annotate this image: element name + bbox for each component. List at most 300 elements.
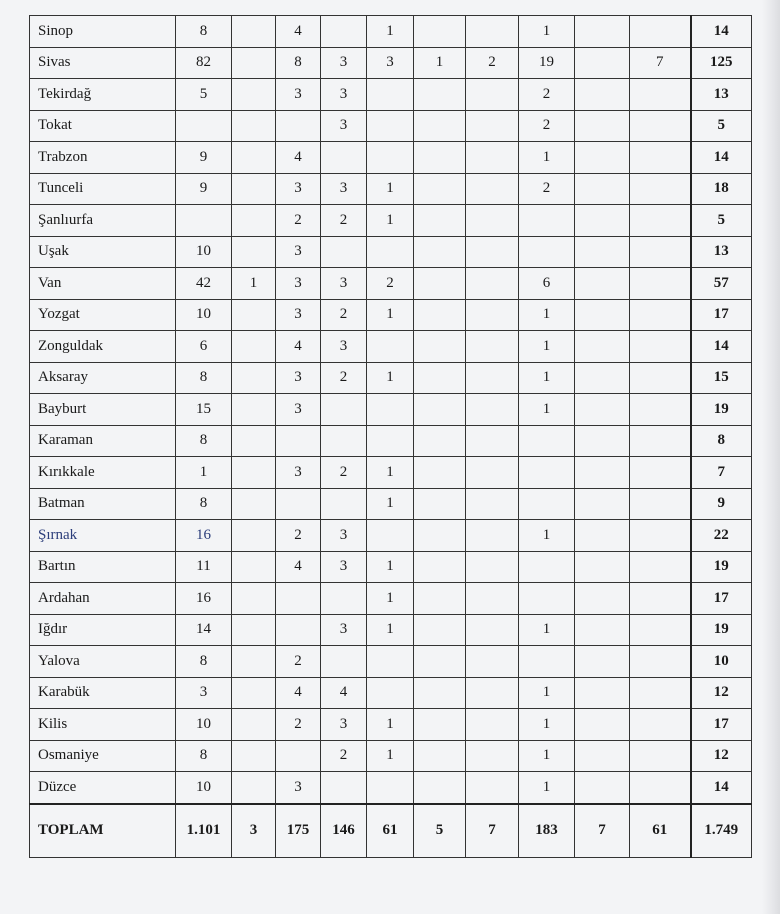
value-cell-c10: 7 [630, 47, 691, 79]
value-cell-c4 [321, 772, 367, 804]
value-cell-c7 [466, 79, 519, 111]
value-cell-c1: 15 [176, 394, 232, 426]
value-cell-c6 [414, 551, 466, 583]
province-name: Zonguldak [30, 331, 176, 363]
total-cell-c4: 146 [321, 804, 367, 858]
value-cell-c10 [630, 394, 691, 426]
value-cell-c8: 1 [519, 677, 575, 709]
province-name: Sivas [30, 47, 176, 79]
table-row [30, 614, 752, 646]
value-cell-c7 [466, 583, 519, 615]
value-cell-c4 [321, 394, 367, 426]
value-cell-c5: 1 [367, 16, 414, 48]
value-cell-c8: 1 [519, 142, 575, 174]
value-cell-c9 [575, 205, 630, 237]
value-cell-c8 [519, 646, 575, 678]
value-cell-c3: 3 [276, 772, 321, 804]
value-cell-c10 [630, 740, 691, 772]
value-cell-c5 [367, 236, 414, 268]
value-cell-c8 [519, 488, 575, 520]
value-cell-c2 [232, 394, 276, 426]
value-cell-c4: 2 [321, 299, 367, 331]
value-cell-c1: 10 [176, 236, 232, 268]
value-cell-c4: 3 [321, 268, 367, 300]
row-total-cell: 22 [691, 520, 752, 552]
value-cell-c7 [466, 740, 519, 772]
value-cell-c5 [367, 677, 414, 709]
row-total-cell: 12 [691, 740, 752, 772]
value-cell-c2 [232, 142, 276, 174]
value-cell-c1 [176, 205, 232, 237]
table-row [30, 236, 752, 268]
total-cell-c1: 1.101 [176, 804, 232, 858]
value-cell-c8 [519, 457, 575, 489]
grand-total-cell: 1.749 [691, 804, 752, 858]
value-cell-c10 [630, 520, 691, 552]
value-cell-c5: 1 [367, 709, 414, 741]
value-cell-c2 [232, 299, 276, 331]
value-cell-c8: 19 [519, 47, 575, 79]
value-cell-c9 [575, 740, 630, 772]
table-body [30, 16, 752, 804]
table-row [30, 16, 752, 48]
value-cell-c1: 9 [176, 142, 232, 174]
value-cell-c4 [321, 646, 367, 678]
value-cell-c2 [232, 362, 276, 394]
value-cell-c10 [630, 646, 691, 678]
value-cell-c7 [466, 772, 519, 804]
value-cell-c8: 1 [519, 299, 575, 331]
value-cell-c3: 3 [276, 79, 321, 111]
value-cell-c7 [466, 236, 519, 268]
row-total-cell: 7 [691, 457, 752, 489]
value-cell-c5 [367, 142, 414, 174]
value-cell-c4 [321, 142, 367, 174]
value-cell-c5: 3 [367, 47, 414, 79]
value-cell-c2 [232, 457, 276, 489]
table-row [30, 488, 752, 520]
table-row [30, 425, 752, 457]
province-name: Şanlıurfa [30, 205, 176, 237]
value-cell-c2 [232, 709, 276, 741]
value-cell-c2 [232, 772, 276, 804]
value-cell-c1: 8 [176, 488, 232, 520]
value-cell-c5 [367, 646, 414, 678]
value-cell-c3: 3 [276, 173, 321, 205]
province-name: Düzce [30, 772, 176, 804]
value-cell-c3 [276, 110, 321, 142]
province-name: Uşak [30, 236, 176, 268]
value-cell-c2 [232, 646, 276, 678]
table-row [30, 205, 752, 237]
value-cell-c2 [232, 79, 276, 111]
value-cell-c1: 8 [176, 16, 232, 48]
value-cell-c5 [367, 520, 414, 552]
value-cell-c7 [466, 299, 519, 331]
value-cell-c1: 14 [176, 614, 232, 646]
value-cell-c8: 1 [519, 331, 575, 363]
value-cell-c9 [575, 16, 630, 48]
value-cell-c7 [466, 709, 519, 741]
row-total-cell: 5 [691, 205, 752, 237]
value-cell-c8: 1 [519, 362, 575, 394]
value-cell-c9 [575, 173, 630, 205]
value-cell-c4: 2 [321, 740, 367, 772]
value-cell-c9 [575, 299, 630, 331]
province-name: Van [30, 268, 176, 300]
value-cell-c4: 3 [321, 47, 367, 79]
value-cell-c8 [519, 425, 575, 457]
value-cell-c10 [630, 772, 691, 804]
value-cell-c6 [414, 299, 466, 331]
value-cell-c7 [466, 173, 519, 205]
value-cell-c7 [466, 457, 519, 489]
value-cell-c10 [630, 79, 691, 111]
value-cell-c3: 3 [276, 457, 321, 489]
table-row [30, 583, 752, 615]
value-cell-c3: 4 [276, 551, 321, 583]
value-cell-c8 [519, 583, 575, 615]
value-cell-c2 [232, 236, 276, 268]
province-name: Yozgat [30, 299, 176, 331]
total-row [30, 804, 752, 858]
value-cell-c7 [466, 614, 519, 646]
value-cell-c5: 1 [367, 362, 414, 394]
value-cell-c4: 3 [321, 709, 367, 741]
value-cell-c1: 10 [176, 709, 232, 741]
value-cell-c7 [466, 205, 519, 237]
row-total-cell: 18 [691, 173, 752, 205]
value-cell-c1: 1 [176, 457, 232, 489]
value-cell-c7 [466, 520, 519, 552]
value-cell-c4 [321, 425, 367, 457]
row-total-cell: 13 [691, 236, 752, 268]
value-cell-c8: 2 [519, 110, 575, 142]
value-cell-c10 [630, 614, 691, 646]
value-cell-c4: 3 [321, 79, 367, 111]
value-cell-c2 [232, 488, 276, 520]
value-cell-c7 [466, 362, 519, 394]
value-cell-c2 [232, 551, 276, 583]
row-total-cell: 17 [691, 583, 752, 615]
value-cell-c7 [466, 646, 519, 678]
row-total-cell: 14 [691, 331, 752, 363]
value-cell-c2 [232, 740, 276, 772]
table-row [30, 457, 752, 489]
value-cell-c4: 3 [321, 520, 367, 552]
value-cell-c1: 9 [176, 173, 232, 205]
value-cell-c1: 10 [176, 772, 232, 804]
value-cell-c10 [630, 583, 691, 615]
province-name: Yalova [30, 646, 176, 678]
value-cell-c6 [414, 614, 466, 646]
value-cell-c9 [575, 47, 630, 79]
value-cell-c10 [630, 173, 691, 205]
row-total-cell: 12 [691, 677, 752, 709]
value-cell-c6 [414, 520, 466, 552]
table-row [30, 772, 752, 804]
value-cell-c4: 2 [321, 362, 367, 394]
value-cell-c4: 3 [321, 551, 367, 583]
value-cell-c3: 8 [276, 47, 321, 79]
value-cell-c5 [367, 79, 414, 111]
value-cell-c6 [414, 142, 466, 174]
value-cell-c8: 1 [519, 16, 575, 48]
value-cell-c7 [466, 488, 519, 520]
row-total-cell: 5 [691, 110, 752, 142]
value-cell-c6: 1 [414, 47, 466, 79]
table-row [30, 740, 752, 772]
value-cell-c8: 1 [519, 520, 575, 552]
row-total-cell: 10 [691, 646, 752, 678]
value-cell-c6 [414, 425, 466, 457]
value-cell-c2 [232, 205, 276, 237]
value-cell-c7 [466, 425, 519, 457]
value-cell-c3: 4 [276, 16, 321, 48]
value-cell-c10 [630, 110, 691, 142]
table-row [30, 362, 752, 394]
value-cell-c2 [232, 520, 276, 552]
value-cell-c5: 1 [367, 457, 414, 489]
table-row [30, 331, 752, 363]
value-cell-c9 [575, 520, 630, 552]
value-cell-c4: 3 [321, 110, 367, 142]
province-name: Kırıkkale [30, 457, 176, 489]
value-cell-c10 [630, 205, 691, 237]
value-cell-c2 [232, 677, 276, 709]
row-total-cell: 14 [691, 16, 752, 48]
value-cell-c6 [414, 331, 466, 363]
value-cell-c7: 2 [466, 47, 519, 79]
value-cell-c1: 16 [176, 520, 232, 552]
value-cell-c3: 3 [276, 394, 321, 426]
value-cell-c2 [232, 425, 276, 457]
value-cell-c8: 2 [519, 79, 575, 111]
province-stats-table [29, 15, 752, 858]
value-cell-c9 [575, 331, 630, 363]
value-cell-c5: 1 [367, 205, 414, 237]
value-cell-c8: 1 [519, 614, 575, 646]
row-total-cell: 125 [691, 47, 752, 79]
value-cell-c4: 4 [321, 677, 367, 709]
value-cell-c1 [176, 110, 232, 142]
value-cell-c9 [575, 551, 630, 583]
value-cell-c7 [466, 551, 519, 583]
value-cell-c10 [630, 709, 691, 741]
value-cell-c1: 11 [176, 551, 232, 583]
value-cell-c10 [630, 425, 691, 457]
value-cell-c9 [575, 457, 630, 489]
value-cell-c6 [414, 268, 466, 300]
value-cell-c9 [575, 362, 630, 394]
value-cell-c5: 1 [367, 614, 414, 646]
table-row [30, 47, 752, 79]
value-cell-c8 [519, 236, 575, 268]
value-cell-c9 [575, 709, 630, 741]
value-cell-c5: 1 [367, 551, 414, 583]
total-cell-c5: 61 [367, 804, 414, 858]
value-cell-c5 [367, 394, 414, 426]
table-row [30, 142, 752, 174]
value-cell-c5: 1 [367, 173, 414, 205]
province-name: Ardahan [30, 583, 176, 615]
value-cell-c8 [519, 205, 575, 237]
value-cell-c6 [414, 205, 466, 237]
value-cell-c1: 8 [176, 362, 232, 394]
value-cell-c6 [414, 79, 466, 111]
value-cell-c4 [321, 236, 367, 268]
value-cell-c9 [575, 614, 630, 646]
table-row [30, 299, 752, 331]
value-cell-c1: 5 [176, 79, 232, 111]
province-name: Karaman [30, 425, 176, 457]
value-cell-c6 [414, 646, 466, 678]
value-cell-c4: 3 [321, 331, 367, 363]
value-cell-c10 [630, 488, 691, 520]
value-cell-c1: 8 [176, 740, 232, 772]
value-cell-c3 [276, 425, 321, 457]
value-cell-c3: 2 [276, 646, 321, 678]
province-name: Tokat [30, 110, 176, 142]
value-cell-c9 [575, 425, 630, 457]
value-cell-c7 [466, 677, 519, 709]
province-name: Iğdır [30, 614, 176, 646]
value-cell-c5: 1 [367, 299, 414, 331]
row-total-cell: 17 [691, 299, 752, 331]
province-name: Batman [30, 488, 176, 520]
table-row [30, 520, 752, 552]
value-cell-c10 [630, 457, 691, 489]
value-cell-c10 [630, 331, 691, 363]
value-cell-c8: 1 [519, 709, 575, 741]
value-cell-c3: 2 [276, 205, 321, 237]
value-cell-c4 [321, 583, 367, 615]
value-cell-c2 [232, 16, 276, 48]
value-cell-c2 [232, 47, 276, 79]
total-label: TOPLAM [30, 804, 176, 858]
row-total-cell: 8 [691, 425, 752, 457]
value-cell-c1: 8 [176, 646, 232, 678]
value-cell-c5 [367, 425, 414, 457]
value-cell-c9 [575, 583, 630, 615]
value-cell-c4: 2 [321, 205, 367, 237]
row-total-cell: 57 [691, 268, 752, 300]
value-cell-c2: 1 [232, 268, 276, 300]
table-row [30, 173, 752, 205]
value-cell-c8: 2 [519, 173, 575, 205]
table-row [30, 677, 752, 709]
province-name: Şırnak [30, 520, 176, 552]
total-cell-c8: 183 [519, 804, 575, 858]
value-cell-c5 [367, 331, 414, 363]
value-cell-c6 [414, 772, 466, 804]
row-total-cell: 19 [691, 394, 752, 426]
value-cell-c7 [466, 110, 519, 142]
value-cell-c1: 3 [176, 677, 232, 709]
row-total-cell: 15 [691, 362, 752, 394]
value-cell-c2 [232, 173, 276, 205]
value-cell-c3 [276, 583, 321, 615]
row-total-cell: 19 [691, 551, 752, 583]
value-cell-c3: 2 [276, 709, 321, 741]
province-name: Aksaray [30, 362, 176, 394]
value-cell-c3: 4 [276, 677, 321, 709]
value-cell-c10 [630, 142, 691, 174]
value-cell-c3: 2 [276, 520, 321, 552]
value-cell-c6 [414, 740, 466, 772]
value-cell-c10 [630, 299, 691, 331]
province-name: Bartın [30, 551, 176, 583]
province-name: Kilis [30, 709, 176, 741]
value-cell-c6 [414, 173, 466, 205]
province-name: Tekirdağ [30, 79, 176, 111]
value-cell-c3 [276, 740, 321, 772]
value-cell-c7 [466, 268, 519, 300]
value-cell-c3: 4 [276, 331, 321, 363]
value-cell-c7 [466, 331, 519, 363]
value-cell-c10 [630, 551, 691, 583]
value-cell-c6 [414, 709, 466, 741]
row-total-cell: 14 [691, 142, 752, 174]
value-cell-c6 [414, 16, 466, 48]
value-cell-c1: 82 [176, 47, 232, 79]
value-cell-c3 [276, 488, 321, 520]
value-cell-c3: 3 [276, 299, 321, 331]
value-cell-c6 [414, 488, 466, 520]
value-cell-c6 [414, 583, 466, 615]
table-row [30, 394, 752, 426]
value-cell-c9 [575, 394, 630, 426]
value-cell-c6 [414, 362, 466, 394]
province-name: Trabzon [30, 142, 176, 174]
value-cell-c1: 16 [176, 583, 232, 615]
total-cell-c7: 7 [466, 804, 519, 858]
value-cell-c1: 8 [176, 425, 232, 457]
table-row [30, 551, 752, 583]
total-cell-c3: 175 [276, 804, 321, 858]
value-cell-c9 [575, 236, 630, 268]
value-cell-c3: 3 [276, 268, 321, 300]
table-row [30, 709, 752, 741]
value-cell-c7 [466, 394, 519, 426]
province-name: Osmaniye [30, 740, 176, 772]
province-name: Sinop [30, 16, 176, 48]
value-cell-c3 [276, 614, 321, 646]
total-cell-c9: 7 [575, 804, 630, 858]
value-cell-c5: 1 [367, 583, 414, 615]
table-row [30, 268, 752, 300]
value-cell-c9 [575, 488, 630, 520]
value-cell-c7 [466, 142, 519, 174]
value-cell-c10 [630, 677, 691, 709]
table-row [30, 110, 752, 142]
value-cell-c10 [630, 16, 691, 48]
value-cell-c4 [321, 488, 367, 520]
value-cell-c7 [466, 16, 519, 48]
row-total-cell: 17 [691, 709, 752, 741]
value-cell-c9 [575, 772, 630, 804]
value-cell-c6 [414, 394, 466, 426]
value-cell-c4 [321, 16, 367, 48]
value-cell-c2 [232, 614, 276, 646]
row-total-cell: 9 [691, 488, 752, 520]
value-cell-c8: 1 [519, 772, 575, 804]
value-cell-c10 [630, 268, 691, 300]
value-cell-c6 [414, 236, 466, 268]
value-cell-c9 [575, 79, 630, 111]
value-cell-c5 [367, 772, 414, 804]
value-cell-c10 [630, 362, 691, 394]
